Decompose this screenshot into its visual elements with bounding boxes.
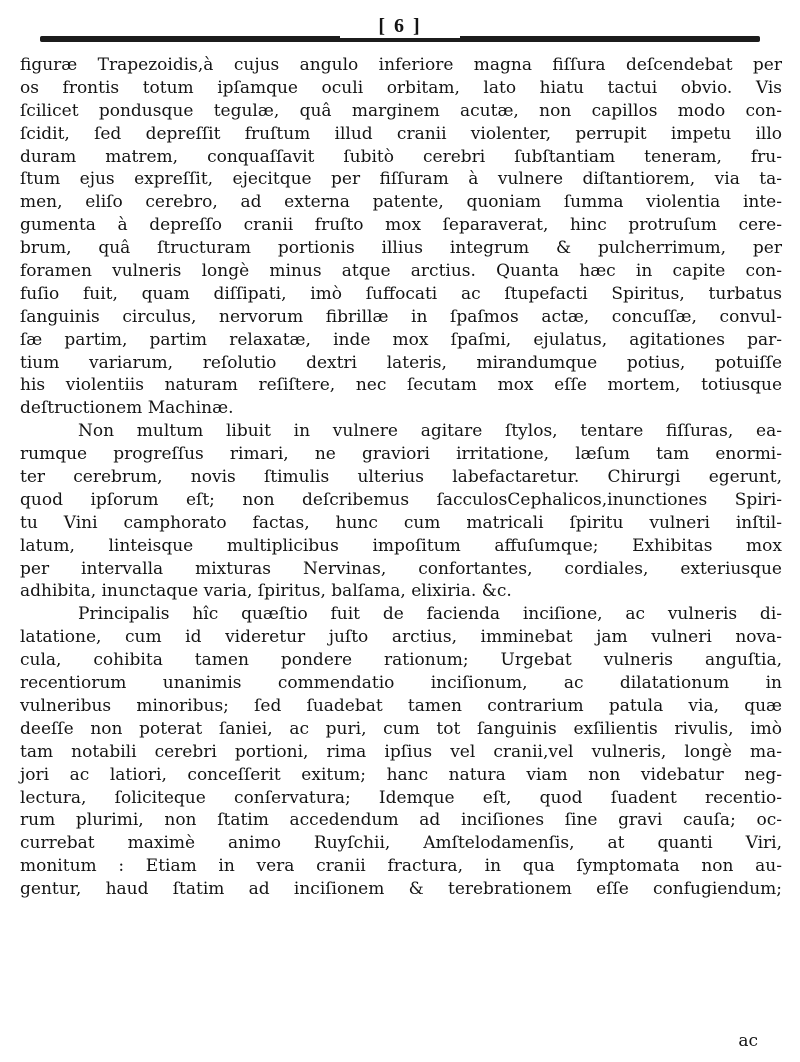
text-line: tu Vini camphorato factas, hunc cum matricali ſpiritu vulneri inſtil-	[20, 512, 782, 533]
text-line: monitum : Etiam in vera cranii fractura, in qua ſymptomata non au-	[20, 856, 782, 877]
text-line: duram matrem, conquaſſavit ſubitò cerebri ſubſtantiam teneram, fru-	[20, 146, 782, 167]
running-head	[40, 14, 760, 44]
text-line: gentur, haud ſtatim ad inciſionem & terebrationem eſſe confugiendum;	[20, 879, 782, 900]
text-line: fuſio fuit, quam diſſipati, imò ſuffocati ac ſtupefacti Spiritus, turbatus	[20, 283, 782, 304]
text-line: deeſſe non poterat ſaniei, ac puri, cum tot ſanguinis exſilientis rivulis, imò	[20, 718, 782, 739]
text-line: his violentiis naturam reſiſtere, nec ſecutam mox eſſe mortem, totiusque	[20, 375, 782, 396]
body-text	[20, 54, 782, 901]
text-line: ſanguinis circulus, nervorum fibrillæ in ſpaſmos actæ, concuſſæ, convul-	[20, 306, 782, 327]
text-line: vulneribus minoribus; ſed ſuadebat tamen contrarium patula via, quæ	[20, 695, 782, 716]
text-line: per intervalla mixturas Nervinas, confortantes, cordiales, exteriusque	[20, 558, 782, 579]
text-line: jori ac latiori, conceſſerit exitum; hanc natura viam non videbatur neg-	[20, 764, 782, 785]
text-line: Principalis hîc quæſtio fuit de facienda inciſione, ac vulneris di-	[78, 604, 782, 625]
text-line: rum plurimi, non ſtatim accedendum ad inciſiones ſine gravi cauſa; oc-	[20, 810, 782, 831]
text-line: cula, cohibita tamen pondere rationum; Urgebat vulneris anguſtia,	[20, 650, 782, 671]
text-line: ſtum ejus expreſſit, ejecitque per fiſſuram à vulnere diſtantiorem, via ta-	[20, 169, 782, 190]
text-line: brum, quâ ſtructuram portionis illius integrum & pulcherrimum, per	[20, 238, 782, 259]
text-line: currebat maximè animo Ruyſchii, Amſtelodamenſis, at quanti Viri,	[20, 833, 782, 854]
text-line: rumque progreſſus rimari, ne graviori irritatione, læſum tam enormi-	[20, 444, 782, 465]
text-line: latatione, cum id videretur juſto arctius, imminebat jam vulneri nova-	[20, 627, 782, 648]
text-line: latum, linteisque multiplicibus impoſitum affuſumque; Exhibitas mox	[20, 535, 782, 556]
text-line: tium variarum, reſolutio dextri lateris, mirandumque potius, potuiſſe	[20, 352, 782, 373]
text-line: lectura, ſoliciteque conſervatura; Idemque eſt, quod ſuadent recentio-	[20, 787, 782, 808]
text-line: ſcidit, ſed depreſſit fruſtum illud cranii violenter, perrupit impetu illo	[20, 123, 782, 144]
paragraph	[20, 420, 782, 603]
text-line: deſtructionem Machinæ.	[20, 398, 234, 419]
text-line: Non multum libuit in vulnere agitare ſtylos, tentare fiſſuras, ea-	[78, 421, 782, 442]
text-line: figuræ Trapezoidis,à cujus angulo inferiore magna fiſſura deſcendebat per	[20, 55, 782, 75]
text-line: tam notabili cerebri portioni, rima ipſius vel cranii,vel vulneris, longè ma-	[20, 741, 782, 762]
text-line: foramen vulneris longè minus atque arctius. Quanta hæc in capite con-	[20, 261, 782, 282]
text-line: ter cerebrum, novis ſtimulis ulterius labefactaretur. Chirurgi egerunt,	[20, 467, 782, 488]
paragraph	[20, 603, 782, 901]
text-line: ſcilicet pondusque tegulæ, quâ marginem acutæ, non capillos modo con-	[20, 100, 782, 121]
text-line: ſæ partim, partim relaxatæ, inde mox ſpaſmi, ejulatus, agitationes par-	[20, 329, 782, 350]
paragraph	[20, 54, 782, 420]
catchword: ac	[738, 1031, 758, 1051]
text-line: quod ipſorum eſt; non deſcribemus ſacculosCephalicos,inunctiones Spiri-	[20, 489, 782, 510]
text-line: recentiorum unanimis commendatio inciſionum, ac dilatationum in	[20, 673, 782, 694]
text-line: gumenta à depreſſo cranii fruſto mox ſeparaverat, hinc protruſum cere-	[20, 215, 782, 236]
text-line: adhibita, inunctaque varia, ſpiritus, balſama, elixiria. &c.	[20, 581, 512, 602]
text-line: men, eliſo cerebro, ad externa patente, quoniam ſumma violentia inte-	[20, 192, 782, 213]
page-number: [ 6 ]	[340, 14, 460, 38]
text-line: os frontis totum ipſamque oculi orbitam, lato hiatu tactui obvio. Vis	[20, 77, 782, 98]
